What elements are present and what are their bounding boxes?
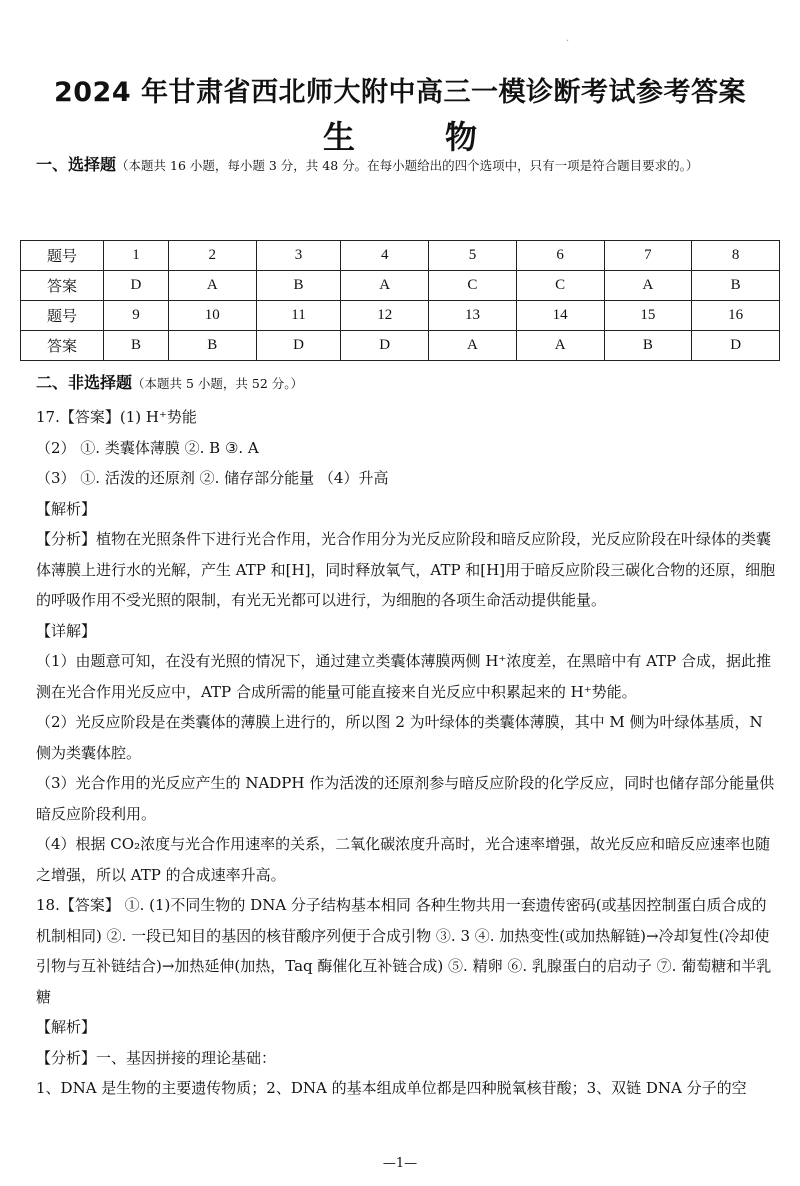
q17-detail-4: （4）根据 CO₂浓度与光合作用速率的关系，二氧化碳浓度升高时，光合速率增强，故光反应和暗反应速率也随之增强，所以 ATP 的合成速率升高。 (36, 835, 771, 884)
table-cell: 15 (604, 301, 692, 331)
table-cell: 11 (256, 301, 341, 331)
table-cell: D (256, 331, 341, 361)
table-cell: D (341, 331, 429, 361)
table-cell: 16 (692, 301, 780, 331)
q17-answer: 17.【答案】(1) H⁺势能 (36, 408, 197, 426)
answer-table (20, 240, 780, 361)
table-cell: A (516, 331, 604, 361)
table-cell-label: 答案 (21, 271, 104, 301)
table-row (21, 271, 780, 301)
q17-detail-2: （2）光反应阶段是在类囊体的薄膜上进行的，所以图 2 为叶绿体的类囊体薄膜，其中 M 侧为叶绿体基质，N 侧为类囊体腔。 (36, 713, 763, 762)
table-cell: 5 (429, 241, 517, 271)
q17-analysis: 【分析】植物在光照条件下进行光合作用，光合作用分为光反应阶段和暗反应阶段，光反应阶段在叶绿体的类囊体薄膜上进行水的光解，产生 ATP 和[H]，同时释放氧气，ATP 和[H]用于暗反应阶段三碳化合物的还原，细胞的呼吸作用不受光照的限制，有光无光都可以进行，为细胞的各项生命活动提供能量。 (36, 530, 776, 609)
table-cell: B (168, 331, 256, 361)
subject-char-1: 生 (322, 118, 355, 156)
table-cell: B (692, 271, 780, 301)
table-cell: 14 (516, 301, 604, 331)
q17-detail-3: （3）光合作用的光反应产生的 NADPH 作为活泼的还原剂参与暗反应阶段的化学反应，同时也储存部分能量供暗反应阶段利用。 (36, 774, 775, 823)
subject-char-2: 物 (445, 118, 478, 156)
table-cell: 8 (692, 241, 780, 271)
scan-dot: · (566, 36, 570, 47)
section2-title: 二、非选择题 (36, 373, 133, 392)
section2-note: （本题共 5 小题，共 52 分。） (132, 376, 304, 391)
q18-analysis: 【分析】一、基因拼接的理论基础： (36, 1048, 277, 1067)
table-cell: A (168, 271, 256, 301)
table-cell: 13 (429, 301, 517, 331)
table-cell: 6 (516, 241, 604, 271)
q17-detail-1: （1）由题意可知，在没有光照的情况下，通过建立类囊体薄膜两侧 H⁺浓度差，在黑暗中有 ATP 合成，据此推测在光合作用光反应中，ATP 合成所需的能量可能直接来自光反应中积累起来的 H⁺势能。 (36, 652, 771, 701)
table-cell: 4 (341, 241, 429, 271)
section1-title: 一、选择题 (36, 155, 117, 174)
table-cell: A (341, 271, 429, 301)
table-cell: D (692, 331, 780, 361)
table-cell: A (429, 331, 517, 361)
q18-jiexi-label: 【解析】 (36, 1018, 97, 1036)
section2-heading (36, 368, 776, 399)
table-cell-label: 题号 (21, 301, 104, 331)
table-cell: A (604, 271, 692, 301)
table-row (21, 331, 780, 361)
page-number: —1— (382, 1156, 418, 1171)
table-row (21, 241, 780, 271)
table-cell: 1 (104, 241, 169, 271)
table-cell: 2 (168, 241, 256, 271)
table-cell: C (516, 271, 604, 301)
table-cell: B (604, 331, 692, 361)
table-cell: 12 (341, 301, 429, 331)
table-cell: D (104, 271, 169, 301)
q17-jiexi-label: 【解析】 (36, 499, 97, 518)
q17-detail-label: 【详解】 (36, 621, 97, 640)
table-cell: B (104, 331, 169, 361)
answer-body (36, 402, 776, 1104)
table-cell: 3 (256, 241, 341, 271)
section1-note: （本题共 16 小题，每小题 3 分，共 48 分。在每小题给出的四个选项中，只有一项是符合题目要求的。） (116, 158, 699, 173)
table-cell-label: 题号 (21, 241, 104, 271)
table-cell: 7 (604, 241, 692, 271)
section1-heading (36, 150, 776, 181)
table-cell: B (256, 271, 341, 301)
q17-answer-line3: （3） ①. 活泼的还原剂 ②. 储存部分能量 （4）升高 (36, 469, 389, 487)
page-title: 2024 年甘肃省西北师大附中高三一模诊断考试参考答案 (53, 77, 747, 108)
q18-point: 1、DNA 是生物的主要遗传物质；2、DNA 的基本组成单位都是四种脱氧核苷酸；3、双链 DNA 分子的空 (36, 1079, 747, 1097)
table-cell: C (429, 271, 517, 301)
table-cell: 9 (104, 301, 169, 331)
q18-answer: 18.【答案】 ①. (1)不同生物的 DNA 分子结构基本相同 各种生物共用一套遗传密码(或基因控制蛋白质合成的机制相同) ②. 一段已知目的基因的核苷酸序列便于合成引物 ③. 3 ④. 加热变性(或加热解链)→冷却复性(冷却使引物与互补链结合)→加热延伸(加热，Taq 酶催化互补链合成) ⑤. 精卵 ⑥. 乳腺蛋白的启动子 ⑦. 葡萄糖和半乳糖 (36, 896, 772, 1006)
table-cell-label: 答案 (21, 331, 104, 361)
table-cell: 10 (168, 301, 256, 331)
table-row (21, 301, 780, 331)
q17-answer-line2: （2） ①. 类囊体薄膜 ②. B ③. A (36, 438, 259, 457)
